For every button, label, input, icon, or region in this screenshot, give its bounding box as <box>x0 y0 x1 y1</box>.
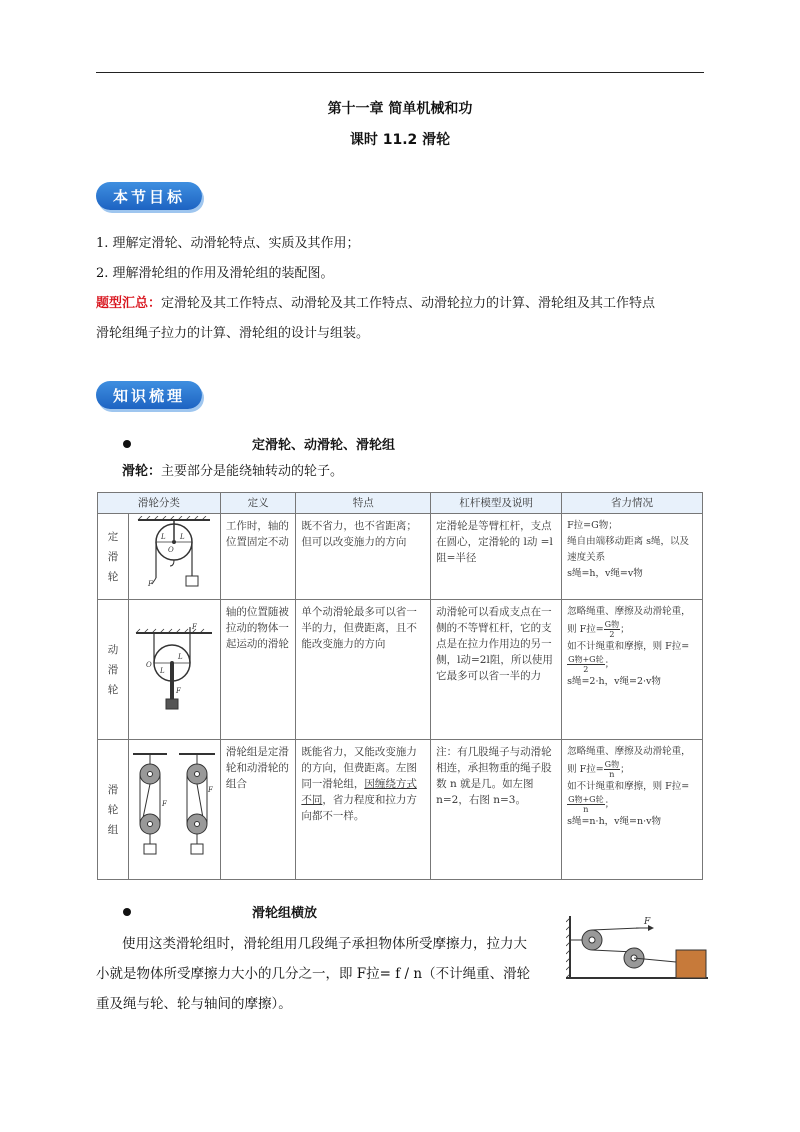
svg-text:F: F <box>208 786 214 794</box>
fixed-force-1: F拉=G物； <box>567 520 618 531</box>
header-feature: 特点 <box>296 493 431 514</box>
goals-badge: 本节目标 <box>96 182 202 210</box>
summary-line-2: 滑轮组绳子拉力的计算、滑轮组的设计与组装。 <box>96 326 370 341</box>
pulley-definition <box>122 462 732 482</box>
table-header-row <box>98 493 703 514</box>
row-name-movable: 动滑轮 <box>98 600 129 740</box>
group-force-2: 如不计绳重和摩擦，则 F拉= $\frac{\text{G物+G轮}}{n}$ ； <box>567 781 690 814</box>
group-right <box>179 754 215 854</box>
fixed-force <box>562 514 703 600</box>
group-force-1: 忽略绳重、摩擦及动滑轮重，则 F拉= $\frac{\text{G物}}{n}$ ； <box>567 746 691 779</box>
svg-text:O: O <box>168 546 175 554</box>
svg-text:L: L <box>160 667 166 675</box>
group-feature-underlined: 因缠绕方式不同 <box>301 778 417 806</box>
fixed-force-2: 绳自由端移动距离 s绳，以及速度关系 <box>567 536 689 563</box>
svg-text:O: O <box>146 661 153 669</box>
pulley-label: 滑轮： <box>122 464 162 479</box>
bullet-dot <box>123 908 131 916</box>
pulley-table <box>97 492 703 880</box>
summary-label: 题型汇总： <box>96 296 162 311</box>
horizontal-text-3: 重及绳与轮、轮与轴间的摩擦）。 <box>96 996 292 1012</box>
row-name-group: 滑轮组 <box>98 740 129 880</box>
top-rule <box>96 72 704 73</box>
bullet-dot <box>123 440 131 448</box>
movable-definition: 轴的位置随被拉动的物体一起运动的滑轮 <box>220 600 295 740</box>
horizontal-text-1: 使用这类滑轮组时，滑轮组用几段绳子承担物体所受摩擦力，拉力大 <box>122 936 527 952</box>
fixed-force-3: s绳=h，v绳=v物 <box>567 568 643 579</box>
movable-force <box>562 600 703 740</box>
header-definition: 定义 <box>220 493 295 514</box>
movable-force-2: 如不计绳重和摩擦，则 F拉= $\frac{\text{G物+G轮}}{2}$ ； <box>567 641 690 674</box>
horizontal-text-2: 小就是物体所受摩擦力大小的几分之一，即 F拉= f / n（不计绳重、滑轮 <box>96 966 531 982</box>
fixed-pulley-diagram <box>132 516 216 592</box>
movable-feature: 单个动滑轮最多可以省一半的力，但费距离，且不能改变施力的方向 <box>296 600 431 740</box>
svg-text:F: F <box>176 687 182 695</box>
group-definition: 滑轮组是定滑轮和动滑轮的组合 <box>220 740 295 880</box>
movable-force-3: s绳=2·h，v绳=2·v物 <box>567 676 661 687</box>
fixed-pulley-figure <box>128 514 220 600</box>
group-left <box>133 754 168 854</box>
fixed-definition: 工作时，轴的位置固定不动 <box>220 514 295 600</box>
table-row <box>98 600 703 740</box>
header-lever: 杠杆模型及说明 <box>431 493 562 514</box>
goal-item-2: 2. 理解滑轮组的作用及滑轮组的装配图。 <box>96 266 334 281</box>
table-row <box>98 514 703 600</box>
svg-text:F: F <box>192 623 198 631</box>
svg-text:L: L <box>180 533 186 541</box>
pulley-group-figure <box>128 740 220 880</box>
svg-text:F: F <box>162 800 168 808</box>
table-row <box>98 740 703 880</box>
knowledge-badge: 知识梳理 <box>96 381 202 409</box>
pulley-def-text: 主要部分是能绕轴转动的轮子。 <box>161 464 344 479</box>
goal-item-1: 1. 理解定滑轮、动滑轮特点、实质及其作用； <box>96 236 360 251</box>
group-feature: 既能省力，又能改变施力的方向，但费距离。左图同一滑轮组，因缠绕方式不同，省力程度和拉力方向都不一样。 <box>296 740 431 880</box>
movable-pulley-figure <box>128 600 220 740</box>
movable-force-1: 忽略绳重、摩擦及动滑轮重，则 F拉= $\frac{\text{G物}}{2}$ ； <box>567 606 691 639</box>
svg-text:L: L <box>178 653 184 661</box>
horizontal-pulley-figure <box>566 914 708 984</box>
fraction: $\frac{\text{G物+G轮}}{2}$ <box>568 655 604 674</box>
movable-pulley-diagram <box>132 619 216 715</box>
group-lever: 注：有几股绳子与动滑轮相连，承担物重的绳子股数 n 就是几。如左图 n=2，右图 n=3。 <box>431 740 562 880</box>
summary-line-1 <box>96 294 706 314</box>
summary-text-1: 定滑轮及其工作特点、动滑轮及其工作特点、动滑轮拉力的计算、滑轮组及其工作特点 <box>161 296 656 311</box>
lesson-title: 课时 11.2 滑轮 <box>349 132 451 148</box>
figure-force-label: F <box>644 917 651 927</box>
section2-title: 滑轮组横放 <box>252 906 318 921</box>
fraction: $\frac{\text{G物+G轮}}{n}$ <box>568 795 604 814</box>
movable-lever: 动滑轮可以看成支点在一侧的不等臂杠杆，它的支点是在拉力作用边的另一侧，l动=2l阻，所以使用它最多可以省一半的力 <box>431 600 562 740</box>
group-force <box>562 740 703 880</box>
group-force-3: s绳=n·h，v绳=n·v物 <box>567 816 662 827</box>
svg-text:L: L <box>161 533 167 541</box>
section1-title: 定滑轮、动滑轮、滑轮组 <box>252 438 396 453</box>
fraction: $\frac{\text{G物}}{2}$ <box>604 620 620 639</box>
header-type: 滑轮分类 <box>98 493 221 514</box>
row-name-fixed: 定滑轮 <box>98 514 129 600</box>
svg-text:F: F <box>148 580 154 588</box>
header-force: 省力情况 <box>562 493 703 514</box>
fixed-lever: 定滑轮是等臂杠杆，支点在圆心，定滑轮的 l动 =l阻=半径 <box>431 514 562 600</box>
chapter-title: 第十一章 简单机械和功 <box>327 101 473 117</box>
fixed-feature: 既不省力，也不省距离；但可以改变施力的方向 <box>296 514 431 600</box>
fraction: $\frac{\text{G物}}{n}$ <box>604 760 620 779</box>
pulley-group-diagram <box>131 748 217 866</box>
